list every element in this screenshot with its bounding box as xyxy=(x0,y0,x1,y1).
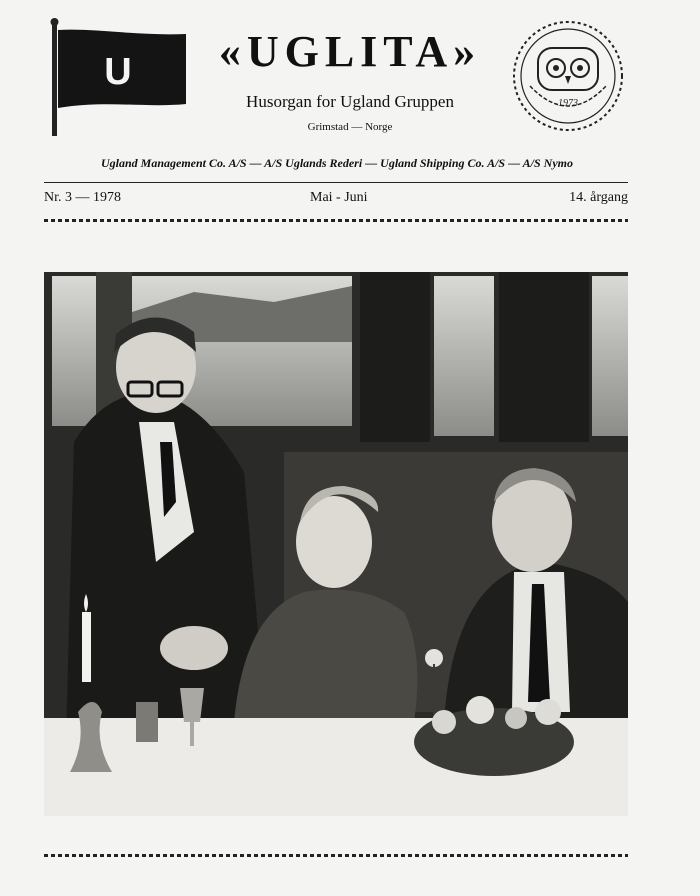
magazine-title: «UGLITA» xyxy=(218,27,482,76)
cover-photo xyxy=(44,272,628,816)
flag-logo-icon xyxy=(46,18,192,138)
dashed-divider-bottom xyxy=(44,854,628,857)
company-list: Ugland Management Co. A/S — A/S Uglands Rederi — Ugland Shipping Co. A/S — A/S Nymo xyxy=(101,156,573,170)
issue-volume: 14. årgang xyxy=(569,190,628,205)
issue-number: Nr. 3 — 1978 xyxy=(44,190,121,205)
dashed-divider-top xyxy=(44,219,628,222)
divider-top xyxy=(44,182,628,183)
issue-info-row xyxy=(44,190,628,210)
owl-seal-icon xyxy=(508,16,628,136)
seal-year: 1973 xyxy=(558,98,578,109)
flag-letter: U xyxy=(104,51,132,93)
magazine-location: Grimstad — Norge xyxy=(307,121,393,133)
issue-months: Mai - Juni xyxy=(310,190,368,205)
magazine-subtitle: Husorgan for Ugland Gruppen xyxy=(246,92,454,111)
